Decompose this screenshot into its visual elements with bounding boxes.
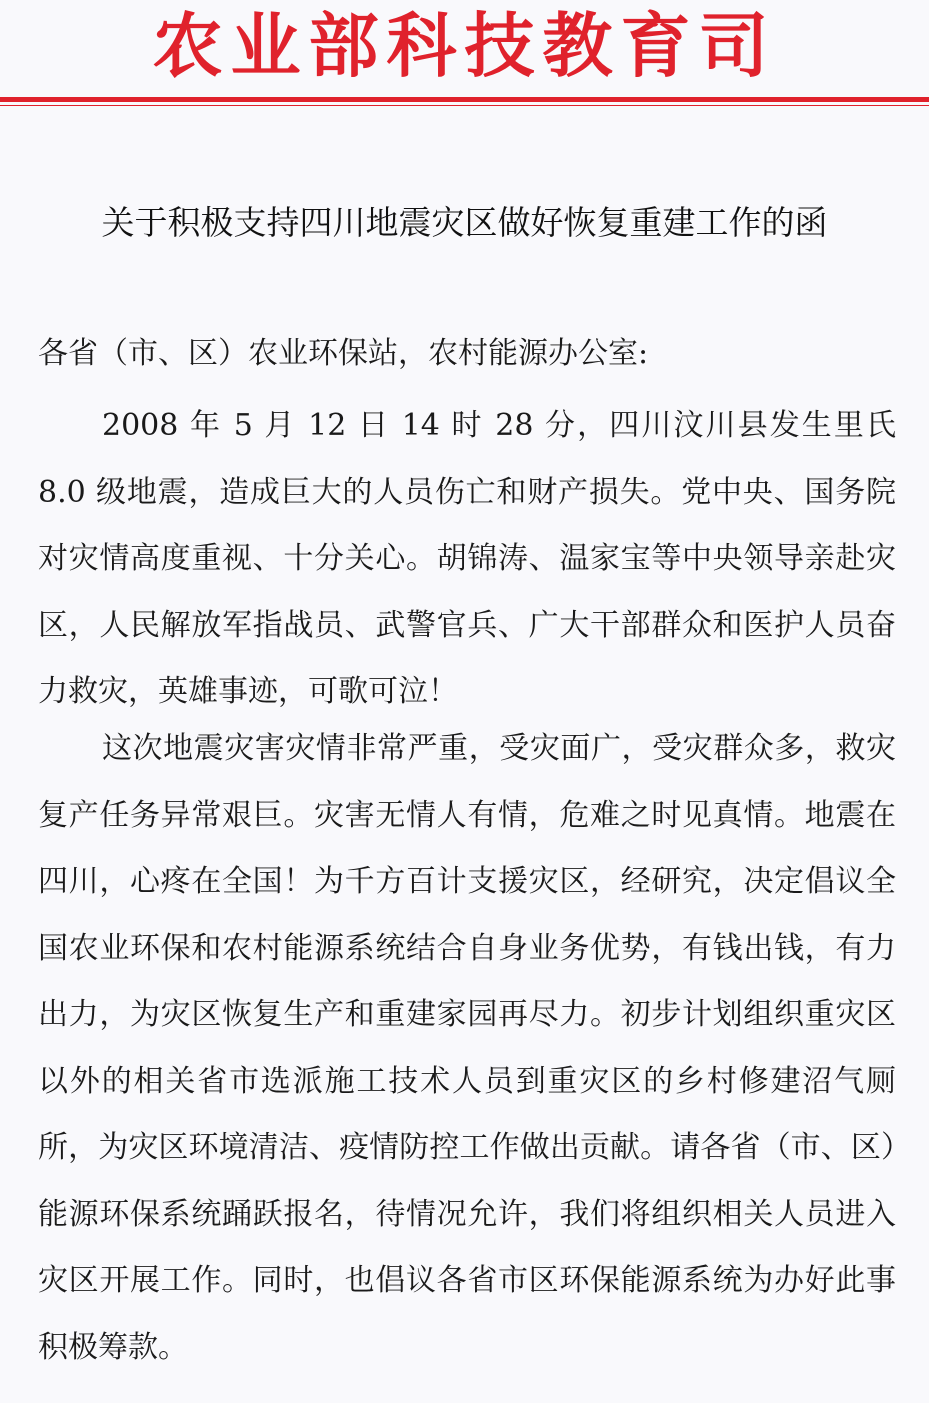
body-paragraph-1: 2008 年 5 月 12 日 14 时 28 分，四川汶川县发生里氏 8.0 级地震，造成巨大的人员伤亡和财产损失。党中央、国务院对灾情高度重视、十分关心。胡锦涛、温家宝等中央领导亲赴灾区，人民解放军指战员、武警官兵、广大干部群众和医护人员奋力救灾，英雄事迹，可歌可泣！: [38, 408, 896, 709]
salutation: 各省（市、区）农业环保站，农村能源办公室:: [38, 336, 649, 371]
body-paragraph-2: 这次地震灾害灾情非常严重，受灾面广，受灾群众多，救灾复产任务异常艰巨。灾害无情人有情，危难之时见真情。地震在四川，心疼在全国！为千方百计支援灾区，经研究，决定倡议全国农业环保和农村能源系统结合自身业务优势，有钱出钱，有力出力，为灾区恢复生产和重建家园再尽力。初步计划组织重灾区以外的相关省市选派施工技术人员到重灾区的乡村修建沼气厕所，为灾区环境清洁、疫情防控工作做出贡献。请各省（市、区）能源环保系统踊跃报名，待情况允许，我们将组织相关人员进入灾区开展工作。同时，也倡议各省市区环保能源系统为办好此事积极筹款。: [38, 731, 896, 1365]
document-title: 关于积极支持四川地震灾区做好恢复重建工作的函: [101, 203, 828, 242]
letterhead-red-rule-thin: [0, 105, 929, 106]
letterhead-title: 农业部科技教育司: [152, 4, 777, 87]
letterhead-red-rule: [0, 97, 929, 102]
